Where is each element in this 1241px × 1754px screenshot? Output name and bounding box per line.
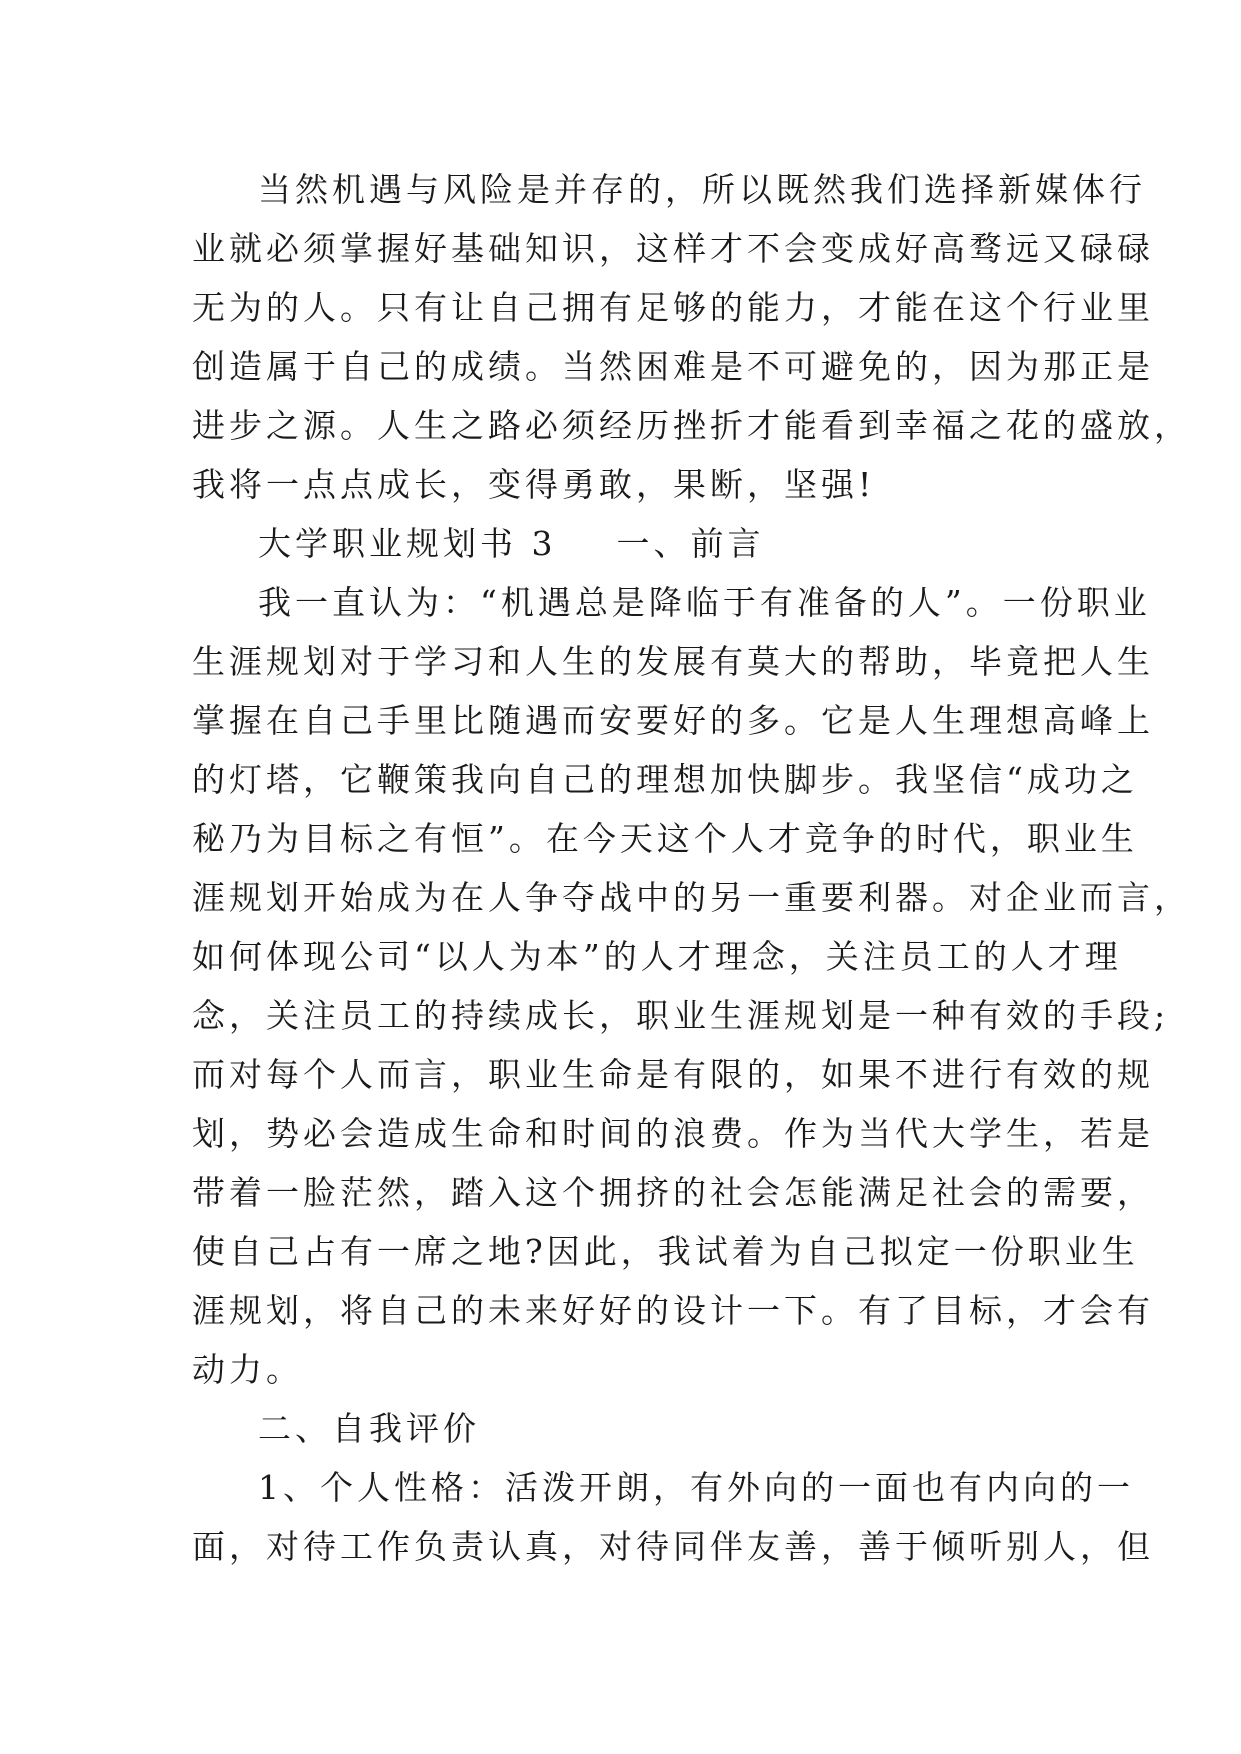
text-line: 业就必须掌握好基础知识，这样才不会变成好高骛远又碌碌 xyxy=(192,229,1154,268)
text-line: 我将一点点成长，变得勇敢，果断，坚强! xyxy=(192,465,876,504)
text-line: 面，对待工作负责认真，对待同伴友善，善于倾听别人，但 xyxy=(192,1527,1154,1566)
text-line: 生涯规划对于学习和人生的发展有莫大的帮助，毕竟把人生 xyxy=(192,642,1154,681)
text-line: 进步之源。人生之路必须经历挫折才能看到幸福之花的盛放， xyxy=(192,406,1191,445)
document-body xyxy=(192,160,1191,1576)
paragraph-risk xyxy=(192,160,1191,514)
text-line: 当然机遇与风险是并存的，所以既然我们选择新媒体行 xyxy=(258,170,1146,209)
paragraph-intro xyxy=(192,573,1191,1399)
text-line: 创造属于自己的成绩。当然困难是不可避免的，因为那正是 xyxy=(192,347,1154,386)
text-line: 无为的人。只有让自己拥有足够的能力，才能在这个行业里 xyxy=(192,288,1154,327)
section-heading xyxy=(192,514,1052,573)
text-line: 动力。 xyxy=(192,1350,303,1389)
text-line: 我一直认为：“机遇总是降临于有准备的人”。一份职业 xyxy=(258,583,1151,622)
text-line: 带着一脸茫然，踏入这个拥挤的社会怎能满足社会的需要， xyxy=(192,1173,1154,1212)
text-line: 而对每个人而言，职业生命是有限的，如果不进行有效的规 xyxy=(192,1055,1154,1094)
text-line: 掌握在自己手里比随遇而安要好的多。它是人生理想高峰上 xyxy=(192,701,1154,740)
text-line: 使自己占有一席之地?因此，我试着为自己拟定一份职业生 xyxy=(192,1232,1139,1271)
text-line: 涯规划，将自己的未来好好的设计一下。有了目标，才会有 xyxy=(192,1291,1154,1330)
text-line: 念，关注员工的持续成长，职业生涯规划是一种有效的手段; xyxy=(192,996,1170,1035)
text-line: 如何体现公司“以人为本”的人才理念，关注员工的人才理 xyxy=(192,937,1122,976)
text-line: 划，势必会造成生命和时间的浪费。作为当代大学生，若是 xyxy=(192,1114,1154,1153)
section-two-heading: 二、自我评价 xyxy=(258,1409,480,1448)
text-line: 的灯塔，它鞭策我向自己的理想加快脚步。我坚信“成功之 xyxy=(192,760,1138,799)
paragraph-personality xyxy=(192,1458,1154,1576)
text-line: 秘乃为目标之有恒”。在今天这个人才竞争的时代，职业生 xyxy=(192,819,1138,858)
text-line: 1、个人性格：活泼开朗，有外向的一面也有内向的一 xyxy=(258,1468,1134,1507)
section-subtitle: 一、前言 xyxy=(616,524,765,563)
section-title: 大学职业规划书 3 xyxy=(258,524,557,563)
text-line: 涯规划开始成为在人争夺战中的另一重要利器。对企业而言， xyxy=(192,878,1191,917)
